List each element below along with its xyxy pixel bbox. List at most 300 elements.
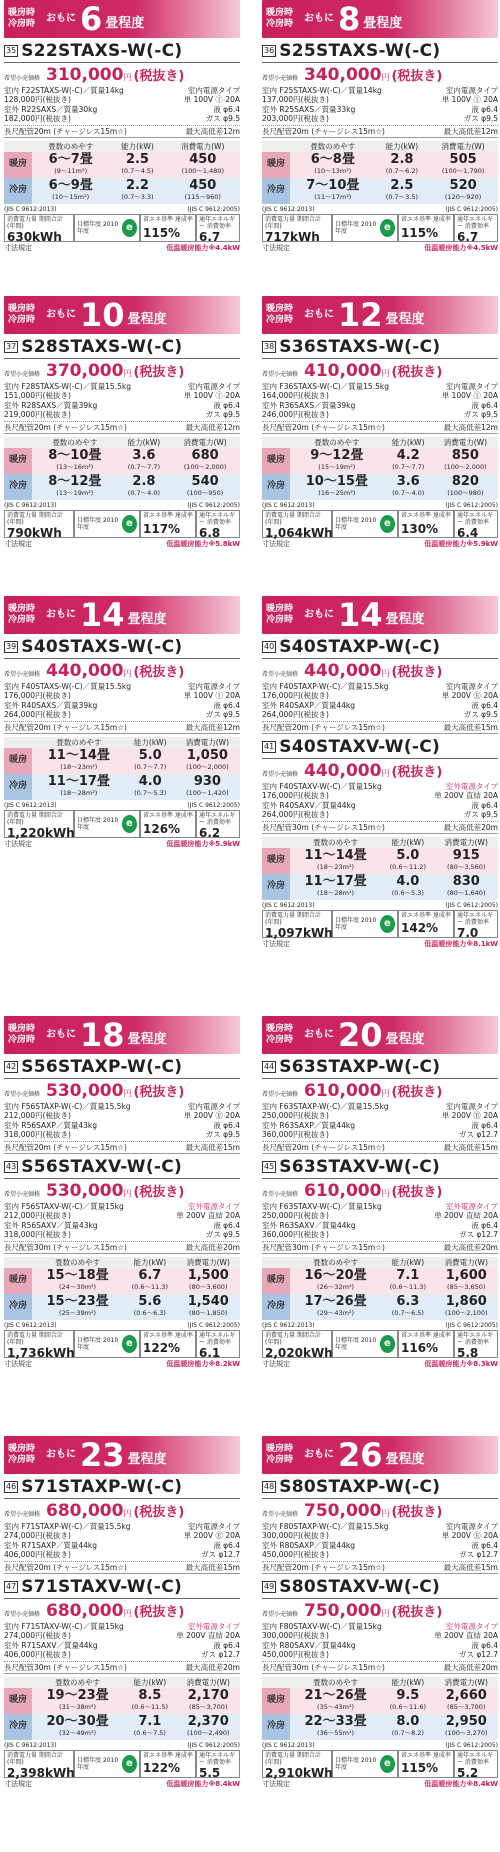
outdoor-spec — [262, 401, 498, 420]
heat-pow-value: 680 — [191, 447, 219, 463]
model-number-badge: 45 — [264, 1161, 275, 1171]
jis-2013: (JIS C 9612:2013) — [262, 901, 315, 909]
outdoor-model: R56SAXP／質量43kg — [21, 1120, 97, 1130]
performance-header — [4, 437, 240, 448]
outdoor-spec — [262, 1121, 498, 1140]
power-value: 単 200V 直結 20A — [176, 1211, 240, 1221]
tatami-number: 23 — [80, 1436, 125, 1474]
main-text: おもに — [46, 1029, 76, 1040]
outdoor-price: 264,000円(税抜き) — [262, 810, 329, 820]
heat-pow-range: (85〜3,700) — [189, 1702, 228, 1711]
pipe-length: 長尺配管20m (チャージレス15m☆) — [262, 422, 385, 432]
heat-cap-range: (0.6〜11.3) — [131, 1282, 169, 1291]
indoor-model: F40STAXS-W(-C)／質量15.5kg — [21, 681, 131, 691]
cool-cap-cell — [109, 178, 165, 204]
cool-cap-range: (0.7〜8.2) — [391, 1728, 424, 1737]
price-row — [262, 1081, 498, 1101]
performance-table — [262, 141, 498, 204]
eco-leaf-icon: e — [122, 1335, 137, 1353]
pipe-gas: ガス φ12.7 — [458, 1650, 498, 1660]
footer-row — [4, 1780, 240, 1788]
annual-value: 1,064kWh — [265, 526, 333, 541]
indoor-line — [262, 682, 389, 692]
heat-cap-cell — [381, 848, 434, 874]
outdoor-spec — [4, 1641, 240, 1660]
indoor-unit — [262, 382, 389, 401]
indoor-price: 250,000円(税抜き) — [262, 1211, 329, 1221]
footer-row — [262, 1360, 498, 1368]
yen-unit: 円 — [381, 1089, 390, 1099]
cool-cap-value: 2.2 — [125, 177, 149, 193]
cool-cap-range: (0.7〜4.0) — [127, 488, 161, 497]
indoor-price: 176,000円(税抜き) — [262, 691, 329, 701]
tax-note: (税抜き) — [391, 1505, 443, 1521]
heat-label: 暖房 — [262, 1688, 290, 1714]
performance-table — [4, 1677, 240, 1740]
heat-area-value: 11〜14畳 — [47, 747, 110, 763]
heat-cap-value: 2.5 — [125, 151, 149, 167]
heat-label: 暖房 — [4, 1268, 32, 1294]
heat-cap-value: 5.0 — [138, 747, 162, 763]
heat-area-cell — [32, 1268, 123, 1294]
yen-unit: 円 — [381, 73, 390, 83]
model-section — [4, 337, 240, 434]
indoor-model: F28STAXS-W(-C)／質量15.5kg — [21, 381, 131, 391]
cool-pow-value: 1,540 — [187, 1293, 229, 1309]
apf-box — [196, 1750, 240, 1781]
mode-label — [266, 8, 300, 30]
cool-pow-range: (100〜950) — [186, 488, 224, 497]
heat-pow-range: (100〜1,480) — [181, 166, 225, 175]
jis-row — [4, 502, 240, 509]
heat-cap-range: (0.6〜11.6) — [389, 1702, 427, 1711]
apf-label: 通年エネルギー 消費効率 — [457, 1751, 494, 1766]
pipe-length-row — [262, 1241, 498, 1254]
outdoor-price: 360,000円(税抜き) — [262, 1130, 329, 1140]
heat-area-cell — [290, 448, 384, 474]
outdoor-price: 264,000円(税抜き) — [4, 710, 71, 720]
price-row — [262, 1601, 498, 1621]
heat-pow-value: 1,050 — [186, 747, 228, 763]
outdoor-line — [262, 801, 356, 811]
model-section — [4, 41, 240, 138]
jis-2005: (JIS C 9612:2005) — [187, 1741, 240, 1749]
performance-header — [262, 1677, 498, 1688]
header-capacity: 能力(kW) — [376, 141, 429, 152]
outdoor-model: R63SAXV／質量44kg — [279, 1220, 356, 1230]
heat-row — [4, 1268, 240, 1294]
apf-value: 6.7 — [199, 230, 221, 245]
tax-note: (税抜き) — [133, 1605, 185, 1621]
room-size-banner — [4, 1436, 240, 1474]
pipe-gas: ガス φ9.5 — [463, 410, 498, 420]
cool-cap-cell — [123, 1294, 176, 1320]
low-temp-heating: 低温暖房能力※8.2kW — [166, 1359, 240, 1368]
power-type: 室内電源タイプ — [187, 1521, 240, 1531]
pipe-liquid: 液 φ6.4 — [213, 700, 240, 710]
apf-label: 通年エネルギー 消費効率 — [457, 911, 494, 926]
cool-cap-range: (0.7〜6.5) — [391, 1308, 424, 1317]
cool-pow-value: 930 — [193, 773, 221, 789]
cool-area-value: 10〜15畳 — [305, 473, 368, 489]
model-section — [262, 41, 498, 138]
eco-leaf-icon: e — [122, 1755, 137, 1773]
header-capacity: 能力(kW) — [384, 437, 433, 448]
yen-unit: 円 — [381, 1509, 390, 1519]
low-temp-heating: 低温暖房能力※8.3kW — [424, 1359, 498, 1368]
cool-cap-value: 6.3 — [396, 1293, 420, 1309]
price-row — [4, 361, 240, 381]
pipe-length: 長尺配管20m (チャージレス15m☆) — [4, 422, 127, 432]
indoor-model: F40STAXV-W(-C)／質量15kg — [279, 781, 382, 791]
header-power: 消費電力(W) — [177, 1257, 240, 1268]
indoor-unit — [4, 382, 131, 401]
apf-label: 通年エネルギー 消費効率 — [199, 215, 236, 231]
heat-cap-cell — [376, 152, 429, 178]
cool-pow-cell — [177, 1294, 240, 1320]
achieve-label: 省エネ基準 達成率 — [401, 215, 451, 223]
price-value: 440,000 — [46, 661, 124, 682]
price-row — [4, 1181, 240, 1201]
mode-heat-text: 暖房時 — [8, 604, 36, 614]
room-size-banner — [262, 1016, 498, 1054]
cool-label: 冷房 — [262, 1294, 290, 1320]
price-value: 370,000 — [46, 361, 124, 382]
cool-row — [262, 1294, 498, 1320]
heat-area-cell — [32, 748, 126, 774]
annual-label: 消費電力量 期間合計(年間) — [7, 1331, 63, 1346]
footer-row — [262, 244, 498, 252]
header-power: 消費電力(W) — [428, 141, 498, 152]
cool-cap-range: (0.6〜7.5) — [133, 1728, 166, 1737]
jis-2013: (JIS C 9612:2013) — [262, 205, 315, 213]
price-label: 希望小売価格 — [262, 771, 299, 779]
outdoor-model: R25SAXS／質量33kg — [279, 104, 356, 114]
mode-heat-text: 暖房時 — [266, 304, 294, 314]
method-note: 寸法規定 — [262, 1359, 290, 1368]
outdoor-unit — [4, 401, 97, 420]
target-box — [332, 1330, 398, 1358]
power-type: 室外電源タイプ — [445, 1201, 498, 1211]
power-spec — [442, 1102, 498, 1121]
energy-row — [262, 214, 498, 245]
price-row — [4, 661, 240, 681]
annual-label: 消費電力量 期間合計(年間) — [7, 811, 63, 827]
cool-label: 冷房 — [4, 774, 32, 800]
tatami-unit: 畳程度 — [385, 312, 425, 328]
outdoor-line — [262, 105, 355, 115]
pipe-length-row — [262, 821, 498, 834]
achieve-value: 130% — [401, 521, 439, 536]
header-power: 消費電力(W) — [170, 437, 240, 448]
achieve-value: 115% — [401, 1761, 439, 1776]
indoor-model: F80STAXP-W(-C)／質量15.5kg — [279, 1521, 389, 1531]
heat-area-value: 21〜26畳 — [304, 1687, 367, 1703]
outdoor-price: 182,000円(税抜き) — [4, 114, 71, 124]
heat-area-range: (15〜19m²) — [318, 462, 356, 471]
model-number-badge: 35 — [6, 46, 17, 56]
cool-cap-value: 7.1 — [138, 1713, 162, 1729]
footer-row — [262, 940, 498, 948]
annual-box — [4, 1750, 75, 1781]
outdoor-model: R40SAXS／質量39kg — [21, 700, 98, 710]
outdoor-unit — [4, 701, 97, 720]
model-section — [4, 1577, 240, 1674]
cool-pow-cell — [433, 474, 498, 500]
annual-label: 消費電力量 期間合計(年間) — [265, 215, 321, 231]
indoor-price: 212,000円(税抜き) — [4, 1111, 71, 1121]
main-text: おもに — [304, 1449, 334, 1460]
cool-row — [262, 1714, 498, 1740]
heat-label: 暖房 — [4, 748, 32, 774]
pipe-spec — [459, 1121, 498, 1140]
outdoor-label: 室外 — [262, 1220, 277, 1230]
pipe-liquid: 液 φ6.4 — [471, 1220, 498, 1230]
outdoor-price: 318,000円(税抜き) — [4, 1130, 71, 1140]
heat-pow-value: 1,500 — [187, 1267, 229, 1283]
eco-leaf-icon: e — [122, 815, 137, 833]
cool-pow-cell — [428, 178, 498, 204]
tax-note: (税抜き) — [391, 765, 443, 781]
heat-row — [262, 848, 498, 874]
indoor-price: 137,000円(税抜き) — [262, 95, 329, 105]
pipe-length-row — [4, 721, 240, 734]
outdoor-spec — [4, 105, 240, 124]
pipe-liquid: 液 φ6.4 — [471, 1120, 498, 1130]
header-area: 畳数のめやす — [290, 141, 376, 152]
method-note: 寸法規定 — [4, 1779, 32, 1788]
max-height: 最大高低差12m — [185, 722, 240, 732]
outdoor-unit — [262, 105, 355, 124]
outdoor-unit — [4, 1641, 98, 1660]
indoor-price: 300,000円(税抜き) — [262, 1631, 329, 1641]
footer-row — [4, 540, 240, 548]
pipe-length: 長尺配管20m (チャージレス15m☆) — [262, 722, 385, 732]
mode-cool-text: 冷房時 — [266, 1455, 294, 1465]
pipe-liquid: 液 φ6.4 — [471, 800, 498, 810]
cool-label: 冷房 — [4, 178, 32, 204]
pipe-length-row — [4, 421, 240, 434]
cool-row — [4, 1714, 240, 1740]
indoor-line — [262, 1202, 382, 1212]
power-spec — [176, 1202, 240, 1221]
price-value: 310,000 — [46, 65, 124, 86]
heat-cap-range: (0.7〜4.5) — [121, 166, 154, 175]
achieve-value: 122% — [143, 1761, 181, 1776]
outdoor-spec — [262, 701, 498, 720]
model-name: S71STAXV-W(-C) — [21, 1576, 183, 1597]
jis-row — [262, 502, 498, 509]
room-size-banner — [4, 296, 240, 334]
cool-row — [4, 474, 240, 500]
cool-pow-range: (120〜920) — [444, 192, 482, 201]
energy-row — [4, 510, 240, 541]
indoor-line — [4, 1622, 124, 1632]
energy-row — [4, 214, 240, 245]
jis-2005: (JIS C 9612:2005) — [445, 205, 498, 213]
indoor-label: 室内 — [4, 1521, 19, 1531]
indoor-spec — [4, 1202, 240, 1221]
price-value: 750,000 — [304, 1501, 382, 1522]
model-number-badge: 43 — [6, 1161, 17, 1171]
yen-unit: 円 — [381, 1609, 390, 1619]
tax-note: (税抜き) — [133, 1085, 185, 1101]
jis-row — [262, 902, 498, 909]
pipe-spec — [201, 1541, 240, 1560]
price-label: 希望小売価格 — [262, 1191, 299, 1199]
apf-value: 5.2 — [457, 1766, 479, 1781]
cool-row — [4, 774, 240, 800]
outdoor-unit — [4, 1121, 97, 1140]
outdoor-line — [4, 401, 97, 411]
model-header — [262, 737, 498, 759]
annual-label: 消費電力量 期間合計(年間) — [7, 215, 63, 231]
apf-box — [196, 510, 240, 541]
model-number-badge: 36 — [264, 46, 275, 56]
heat-pow-cell — [170, 448, 240, 474]
price-row — [4, 65, 240, 85]
outdoor-label: 室外 — [262, 104, 277, 114]
outdoor-model: R71SAXP／質量44kg — [21, 1540, 97, 1550]
cool-area-cell — [32, 1294, 123, 1320]
indoor-line — [4, 682, 131, 692]
mode-cool-text: 冷房時 — [8, 1455, 36, 1465]
mode-cool-text: 冷房時 — [266, 19, 294, 29]
cool-cap-value: 2.5 — [390, 177, 414, 193]
mode-label — [266, 1024, 300, 1046]
annual-value: 1,220kWh — [7, 826, 75, 841]
heat-pow-cell — [175, 748, 240, 774]
heat-label: 暖房 — [262, 1268, 290, 1294]
jis-2013: (JIS C 9612:2013) — [4, 801, 57, 809]
outdoor-label: 室外 — [4, 400, 19, 410]
heat-cap-cell — [381, 1688, 434, 1714]
pipe-length: 長尺配管20m (チャージレス15m☆) — [4, 126, 127, 136]
power-value: 単 200V Ⓔ 20A — [441, 1531, 498, 1541]
cool-pow-cell — [435, 1714, 498, 1740]
pipe-liquid: 液 φ6.4 — [471, 104, 498, 114]
heat-area-range: (24〜30m²) — [59, 1282, 97, 1291]
eco-leaf-icon: e — [122, 219, 137, 237]
model-number-badge: 46 — [6, 1482, 17, 1492]
heat-pow-cell — [177, 1268, 240, 1294]
cool-cap-value: 2.8 — [132, 473, 156, 489]
cool-pow-cell — [435, 1294, 498, 1320]
price-row — [4, 1601, 240, 1621]
heat-cap-range: (0.7〜7.7) — [127, 462, 161, 471]
heat-pow-value: 2,660 — [445, 1687, 487, 1703]
cool-cap-range: (0.7〜5.3) — [134, 788, 167, 797]
heat-cap-cell — [123, 1688, 176, 1714]
tatami-number: 10 — [80, 296, 125, 334]
jis-row — [262, 206, 498, 213]
power-spec — [184, 1522, 240, 1541]
power-value: 単 100V Ⓘ 20A — [183, 391, 240, 401]
power-type: 室内電源タイプ — [445, 1521, 498, 1531]
outdoor-unit — [262, 1121, 355, 1140]
cool-area-cell — [32, 178, 109, 204]
cool-area-range: (10〜15m²) — [52, 192, 90, 201]
price-value: 410,000 — [304, 361, 382, 382]
outdoor-model: R28SAXS／質量39kg — [21, 400, 98, 410]
apf-label: 通年エネルギー 消費効率 — [199, 1751, 236, 1766]
outdoor-model: R40SAXP／質量44kg — [279, 700, 355, 710]
heat-row — [262, 448, 498, 474]
cool-area-range: (29〜43m²) — [317, 1308, 355, 1317]
price-label: 希望小売価格 — [262, 371, 299, 379]
pipe-length-row — [262, 1561, 498, 1574]
cool-area-range: (36〜55m²) — [317, 1728, 355, 1737]
pipe-gas: ガス φ9.5 — [205, 710, 240, 720]
achieve-box — [398, 1750, 454, 1778]
cool-area-cell — [32, 474, 118, 500]
pipe-length-row — [4, 125, 240, 138]
heat-area-value: 6〜8畳 — [310, 151, 355, 167]
main-text: おもに — [46, 609, 76, 620]
annual-box — [262, 910, 333, 941]
tatami-unit: 畳程度 — [385, 612, 425, 628]
pipe-gas: ガス φ12.7 — [200, 1550, 240, 1560]
indoor-spec — [262, 682, 498, 701]
cool-label: 冷房 — [4, 1294, 32, 1320]
price-row — [262, 661, 498, 681]
heat-area-cell — [32, 448, 118, 474]
model-section — [262, 337, 498, 434]
low-temp-heating: 低温暖房能力※5.9kW — [166, 839, 240, 848]
cool-area-range: (11〜17m²) — [314, 192, 352, 201]
apf-label: 通年エネルギー 消費効率 — [199, 1331, 236, 1346]
achieve-value: 122% — [143, 1341, 181, 1356]
method-note: 寸法規定 — [262, 539, 290, 548]
power-value: 単 100V Ⓘ 20A — [183, 691, 240, 701]
model-section — [262, 737, 498, 834]
max-height: 最大高低差12m — [443, 126, 498, 136]
apf-value: 6.2 — [199, 826, 221, 841]
target-box — [74, 810, 140, 838]
header-capacity: 能力(kW) — [123, 1257, 176, 1268]
apf-label: 通年エネルギー 消費効率 — [457, 511, 494, 527]
cool-area-range: (16〜25m²) — [318, 488, 356, 497]
method-note: 寸法規定 — [262, 243, 290, 252]
outdoor-price: 450,000円(税抜き) — [262, 1550, 329, 1560]
cool-cap-value: 3.6 — [396, 473, 420, 489]
target-box — [332, 214, 398, 242]
cool-cap-cell — [126, 774, 175, 800]
heat-label: 暖房 — [262, 848, 290, 874]
tax-note: (税抜き) — [391, 1185, 443, 1201]
pipe-liquid: 液 φ6.4 — [471, 700, 498, 710]
price-value: 750,000 — [304, 1601, 382, 1622]
model-name: S80STAXV-W(-C) — [279, 1576, 441, 1597]
cool-pow-range: (80〜1,850) — [189, 1308, 228, 1317]
model-section — [4, 637, 240, 734]
model-name: S71STAXP-W(-C) — [21, 1477, 183, 1497]
indoor-line — [4, 1522, 131, 1532]
indoor-unit — [262, 1202, 382, 1221]
cool-label: 冷房 — [262, 1714, 290, 1740]
indoor-line — [4, 382, 131, 392]
heat-pow-value: 850 — [451, 447, 479, 463]
eco-leaf-icon: e — [122, 515, 137, 533]
target-label: 目標年度 2010年度 — [77, 1336, 119, 1351]
yen-unit: 円 — [381, 369, 390, 379]
heat-area-value: 19〜23畳 — [46, 1687, 109, 1703]
pipe-length: 長尺配管30m (チャージレス15m☆) — [262, 1662, 385, 1672]
indoor-price: 250,000円(税抜き) — [262, 1111, 329, 1121]
max-height: 最大高低差12m — [443, 422, 498, 432]
apf-value: 7.0 — [457, 926, 479, 941]
indoor-label: 室内 — [4, 1201, 19, 1211]
